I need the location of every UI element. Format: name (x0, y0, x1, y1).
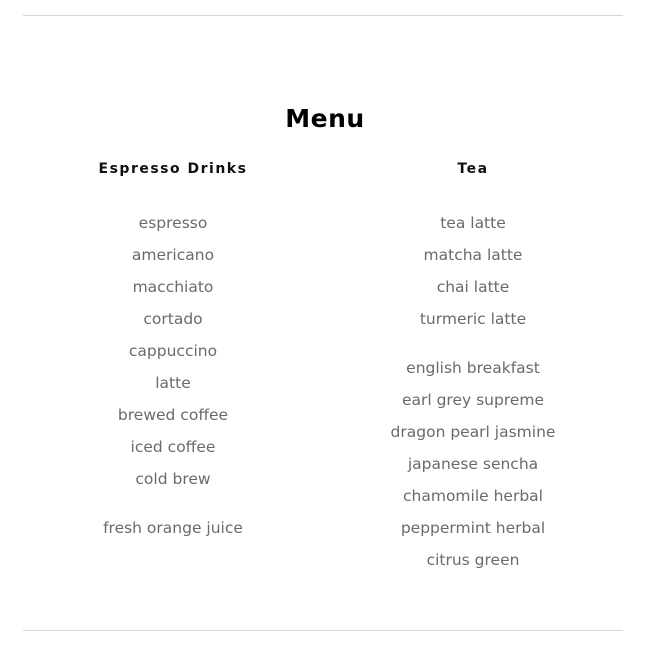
menu-item-iced-coffee: iced coffee (130, 438, 216, 456)
tea-column (348, 158, 598, 592)
menu-item-citrus-green: citrus green (426, 551, 520, 569)
menu-item-peppermint-herbal: peppermint herbal (400, 519, 546, 537)
espresso-drinks-heading: Espresso Drinks (98, 161, 248, 177)
loose-tea-list (348, 352, 598, 576)
menu-item-cold-brew: cold brew (135, 470, 211, 488)
menu-item-brewed-coffee: brewed coffee (117, 406, 229, 424)
espresso-drinks-list (48, 207, 298, 495)
menu-item-chamomile-herbal: chamomile herbal (403, 487, 543, 505)
menu-item-earl-grey-supreme: earl grey supreme (401, 391, 545, 409)
menu-item-cortado: cortado (143, 310, 203, 328)
menu-item-latte: latte (155, 374, 191, 392)
menu-item-matcha-latte: matcha latte (423, 246, 523, 264)
menu-item-turmeric-latte: turmeric latte (419, 310, 527, 328)
menu-item-tea-latte: tea latte (440, 214, 506, 232)
menu-item-fresh-orange-juice: fresh orange juice (103, 519, 243, 537)
tea-heading: Tea (457, 161, 489, 177)
menu-item-espresso: espresso (138, 214, 208, 232)
tea-latte-list (348, 207, 598, 335)
menu-item-english-breakfast: english breakfast (406, 359, 540, 377)
other-drinks-list (48, 512, 298, 544)
top-divider (23, 15, 623, 16)
page-title: Menu (285, 103, 365, 133)
menu-item-americano: americano (131, 246, 215, 264)
menu-item-cappuccino: cappuccino (128, 342, 218, 360)
bottom-divider (23, 630, 623, 631)
menu-item-chai-latte: chai latte (436, 278, 510, 296)
menu-item-macchiato: macchiato (132, 278, 214, 296)
menu-item-dragon-pearl-jasmine: dragon pearl jasmine (390, 423, 556, 441)
menu-item-japanese-sencha: japanese sencha (407, 455, 539, 473)
espresso-drinks-column (48, 158, 298, 560)
